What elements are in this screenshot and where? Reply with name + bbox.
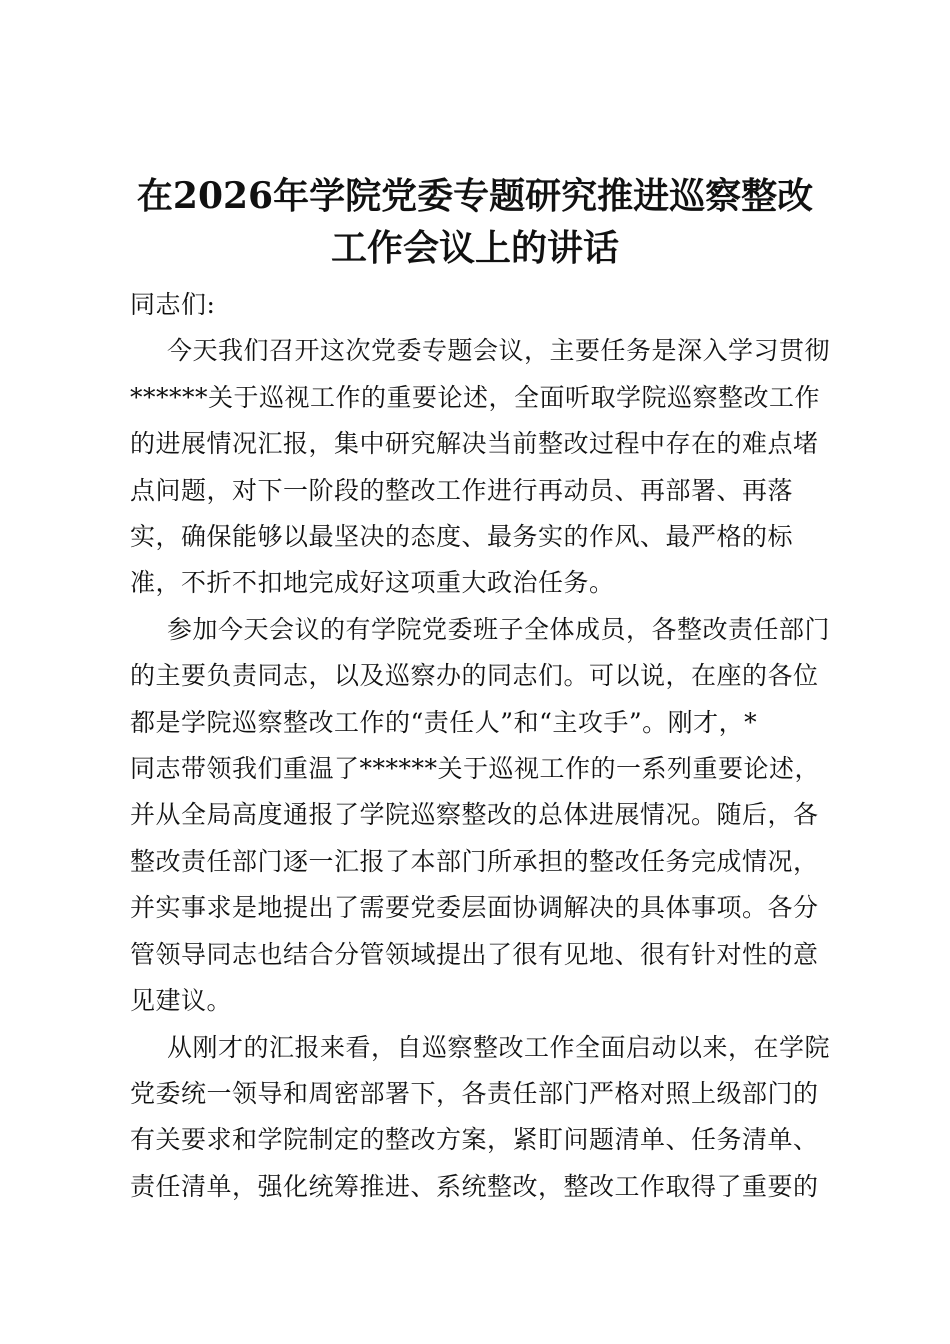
- paragraph-line: 点问题，对下一阶段的整改工作进行再动员、再部署、再落: [130, 475, 794, 505]
- paragraph-3: [130, 1025, 830, 1211]
- paragraph-line: 从刚才的汇报来看，自巡察整改工作全面启动以来，在学院: [167, 1032, 830, 1062]
- paragraph-line: 有关要求和学院制定的整改方案，紧盯问题清单、任务清单、: [130, 1125, 819, 1155]
- paragraph-line: 整改责任部门逐一汇报了本部门所承担的整改任务完成情况，: [130, 846, 819, 876]
- paragraph-line: 都是学院巡察整改工作的“责任人”和“主攻手”。刚才，*: [130, 707, 758, 737]
- title-line-2: 工作会议上的讲话: [330, 227, 619, 269]
- document-body: [130, 282, 830, 1210]
- paragraph-line: 党委统一领导和周密部署下，各责任部门严格对照上级部门的: [130, 1078, 819, 1108]
- paragraph-line: 见建议。: [130, 986, 233, 1016]
- paragraph-line: 同志带领我们重温了******关于巡视工作的一系列重要论述，: [130, 754, 821, 784]
- paragraph-line: 的进展情况汇报，集中研究解决当前整改过程中存在的难点堵: [130, 429, 819, 459]
- paragraph-line: 准，不折不扣地完成好这项重大政治任务。: [130, 568, 615, 598]
- paragraph-line: 今天我们召开这次党委专题会议，主要任务是深入学习贯彻: [167, 336, 830, 366]
- paragraph-line: 实，确保能够以最坚决的态度、最务实的作风、最严格的标: [130, 522, 794, 552]
- paragraph-line: ******关于巡视工作的重要论述，全面听取学院巡察整改工作: [130, 382, 821, 412]
- paragraph-line: 并从全局高度通报了学院巡察整改的总体进展情况。随后，各: [130, 800, 819, 830]
- paragraph-line: 管领导同志也结合分管领域提出了很有见地、很有针对性的意: [130, 939, 819, 969]
- document-title: [120, 170, 830, 274]
- paragraph-1: [130, 328, 830, 606]
- title-line-1: 在2026年学院党委专题研究推进巡察整改: [136, 175, 814, 217]
- paragraph-line: 的主要负责同志，以及巡察办的同志们。可以说，在座的各位: [130, 661, 819, 691]
- paragraph-line: 并实事求是地提出了需要党委层面协调解决的具体事项。各分: [130, 893, 819, 923]
- paragraph-line: 参加今天会议的有学院党委班子全体成员，各整改责任部门: [167, 614, 830, 644]
- paragraph-2: [130, 607, 830, 1025]
- salutation: 同志们:: [130, 290, 216, 319]
- paragraph-line: 责任清单，强化统筹推进、系统整改，整改工作取得了重要的: [130, 1171, 819, 1201]
